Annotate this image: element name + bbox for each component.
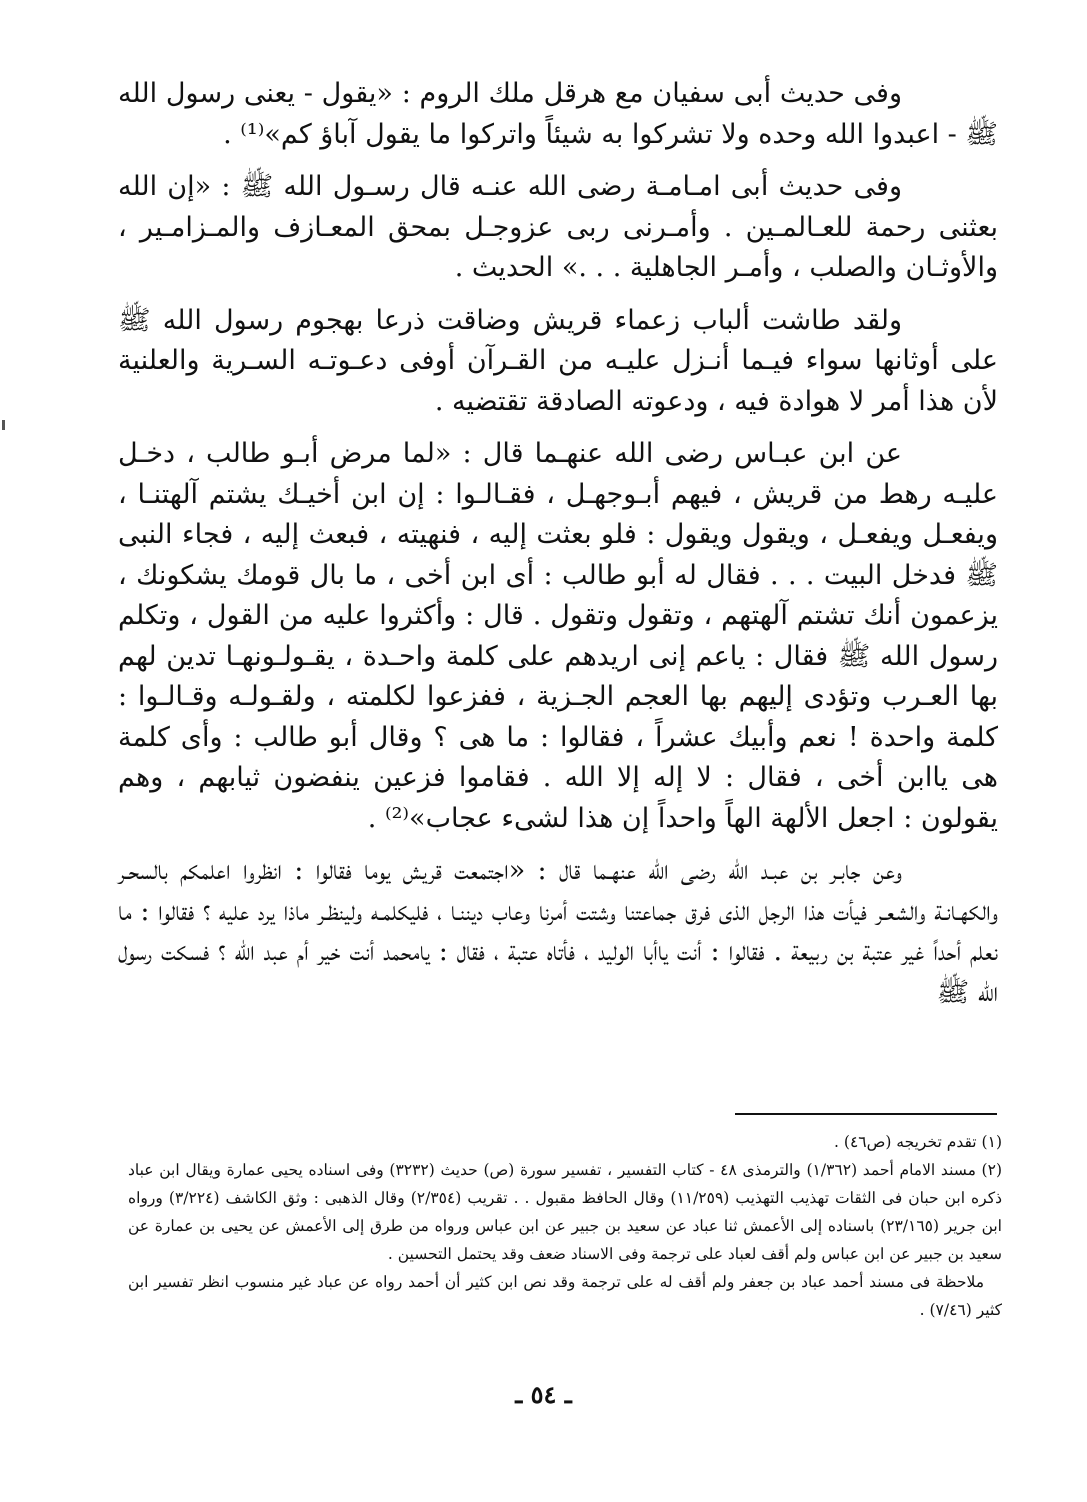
paragraph-abu-sufyan: وفى حديث أبى سفيان مع هرقل ملك الروم : «يقول - يعنى رسول الله ﷺ - اعبدوا الله وحده ولا تشركوا به شيئاً واتركوا ما يقول آباؤ كم»⁽¹⁾ . bbox=[118, 78, 998, 150]
footnote-1: (١) تقدم تخريجه (ص٤٦) . bbox=[834, 1133, 1002, 1151]
paragraph-quraysh-leaders: ولقد طاشت ألباب زعماء قريش وضاقت ذرعا بهجوم رسول الله ﷺ على أوثانها سواء فيـما أنـزل عليـه من القـرآن أوفى دعـوتـه السـرية والعلنية لأن هذا أمر لا هوادة فيه ، ودعوته الصادقة تقتضيه . bbox=[118, 304, 998, 417]
scan-margin-mark bbox=[2, 420, 5, 430]
paragraph-jabir: وعن جابـر بن عبـد الله رضى الله عنهـما قال : «اجتمعت قريش يوما فقالوا : انظروا اعلمكم بالسحـر والكهـانـة والشعـر فيأت هذا الرجل الذى فرق جماعتنا وشتت أمرنا وعاب ديننـا ، فليكلمـه ولينظـر ماذا يرد عليه ؟ فقالوا : ما نعلم أحداً غير عتبة بن ربيعة . فقالوا : أنت ياأبا الوليد ، فأتاه عتبة ، فقال : يامحمد أنت خير أم عبد الله ؟ فسكت رسول الله ﷺ bbox=[118, 855, 998, 1008]
page-number: ـ ٥٤ ـ bbox=[515, 1380, 572, 1409]
footnote-separator bbox=[735, 1113, 997, 1115]
paragraph-ibn-abbas: عن ابن عبـاس رضى الله عنهـما قال : «لما مرض أبـو طالب ، دخـل عليـه رهط من قريش ، فيهم أبـوجهـل ، فقـالـوا : إن ابن أخيـك يشتم آلهتنـا ، ويفعـل ويفعـل ، ويقول ويقول : فلو بعثت إليه ، فنهيته ، فبعث إليه ، فجاء النبى ﷺ فدخل البيت . . . فقال له أبو طالب : أى ابن أخى ، ما بال قومك يشكونك ، يزعمون أنك تشتم آلهتهم ، وتقول وتقول . قال : وأكثروا عليه من القول ، وتكلم رسول الله ﷺ فقال : ياعم إنى اريدهم على كلمة واحـدة ، يقـولـونهـا تدين لهم بها العـرب وتؤدى إليهم بها العجم الجـزية ، ففزعوا لكلمته ، ولقـولـه وقـالـوا : كلمة واحدة ! نعم وأبيك عشراً ، فقالوا : ما هى ؟ وقال أبو طالب : وأى كلمة هى ياابن أخى ، فقال : لا إله إلا الله . فقاموا فزعين ينفضون ثيابهم ، وهم يقولون : اجعل الألهة الهاً واحداً إن هذا لشىء عجاب»⁽²⁾ . bbox=[118, 438, 998, 834]
footnote-note: ملاحظة فى مسند أحمد عباد بن جعفر ولم أقف له على ترجمة وقد نص ابن كثير أن أحمد رواه عن عباد غير منسوب انظر تفسير ابن كثير (٧/٤٦) . bbox=[128, 1273, 1002, 1319]
main-text bbox=[118, 74, 998, 1023]
footnote-2: (٢) مسند الامام أحمد (١/٣٦٢) والترمذى ٤٨ - كتاب التفسير ، تفسير سورة (ص) حديث (٣٢٣٢) وفى اسناده يحيى عمارة ويقال ابن عباد ذكره ابن حبان فى الثقات تهذيب التهذيب (١١/٢٥٩) وقال الحافظ مقبول . . تقريب (٢/٣٥٤) وقال الذهبى : وثق الكاشف (٣/٢٢٤) ورواه ابن جرير (٢٣/١٦٥) باسناده إلى الأعمش ثنا عباد عن سعيد بن جبير عن ابن عباس ورواه من طرق إلى الأعمش عن يحيى بن عمارة عن سعيد بن جبير عن ابن عباس ولم أقف لعباد على ترجمة وفى الاسناد ضعف وقد يحتمل التحسين . bbox=[128, 1161, 1003, 1263]
footnotes bbox=[128, 1128, 1002, 1324]
paragraph-abu-umama: وفى حديث أبى امـامـة رضى الله عنـه قال رسـول الله ﷺ : «إن الله بعثنى رحمة للعـالمـين . وأمـرنى ربى عزوجـل بمحق المعـازف والمـزامـير ، والأوثـان والصلب ، وأمـر الجاهلية . . .» الحديث . bbox=[118, 171, 998, 283]
